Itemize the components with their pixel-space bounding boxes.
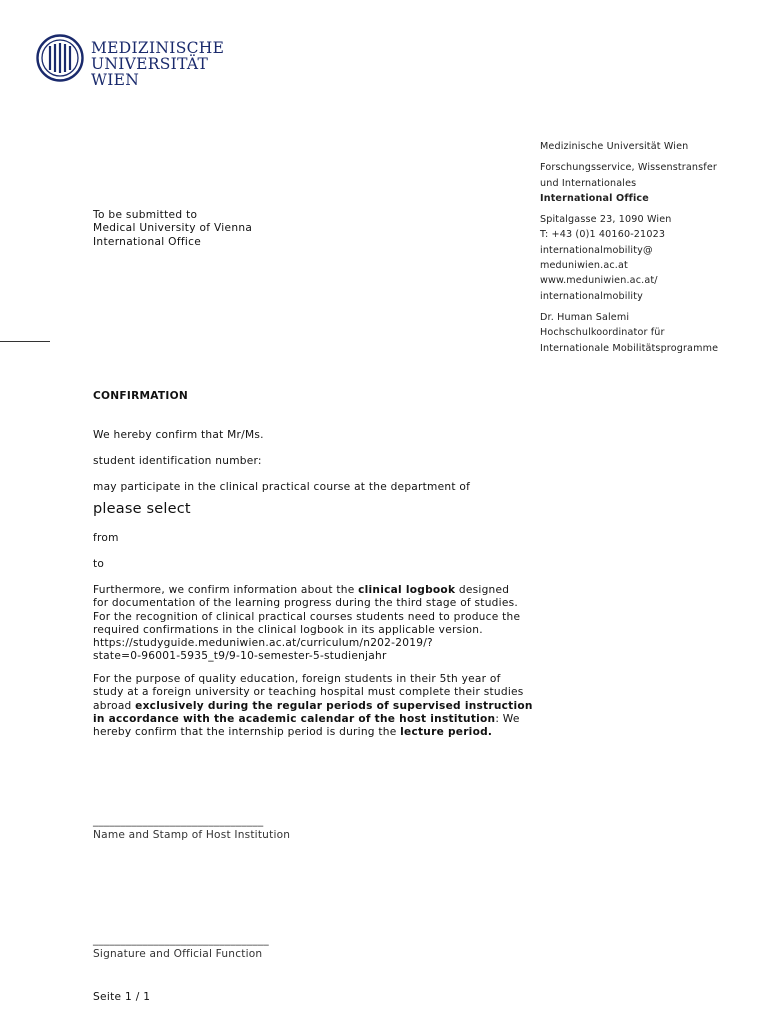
- document-heading: CONFIRMATION: [93, 390, 188, 402]
- fold-mark: [0, 341, 50, 342]
- sidebar-office: International Office: [540, 192, 649, 204]
- quality-emphasis-3: lecture period.: [400, 726, 493, 739]
- recipient-line-3: International Office: [93, 235, 202, 248]
- quality-text-we: : We: [495, 712, 520, 725]
- quality-line-4: [93, 713, 543, 726]
- logbook-line-4: required confirmations in the clinical logbook in its applicable version.: [93, 623, 483, 636]
- sidebar-address: Spitalgasse 23, 1090 Wien: [540, 214, 672, 226]
- participate-text: may participate in the clinical practical course at the department of: [93, 481, 471, 493]
- official-signature-line[interactable]: ________________________________: [93, 934, 269, 946]
- quality-emphasis-2: in accordance with the academic calendar of the host institution: [93, 712, 496, 725]
- recipient-address: [93, 209, 252, 249]
- student-id-field[interactable]: student identification number:: [93, 455, 262, 467]
- sidebar-contact-title-1: Hochschulkoordinator für: [540, 327, 665, 339]
- sidebar-phone: T: +43 (0)1 40160-21023: [540, 229, 666, 241]
- logbook-text-c: designed: [455, 584, 510, 596]
- confirm-student-field[interactable]: We hereby confirm that Mr/Ms.: [93, 429, 264, 441]
- quality-line-3: [93, 700, 543, 713]
- quality-text-abroad: abroad: [93, 699, 136, 712]
- sidebar-email-line-2: meduniwien.ac.at: [540, 260, 628, 272]
- to-date-field[interactable]: to: [93, 558, 105, 570]
- quality-paragraph: [93, 673, 543, 739]
- sidebar-contact-title-2: Internationale Mobilitätsprogramme: [540, 342, 719, 354]
- quality-line-5: [93, 726, 543, 739]
- recipient-line-2: Medical University of Vienna: [93, 222, 253, 235]
- logbook-line-1: [93, 584, 543, 597]
- department-select[interactable]: please select: [93, 501, 191, 517]
- quality-text-confirm: hereby confirm that the internship period is during the: [93, 726, 401, 739]
- sidebar-institution: Medizinische Universität Wien: [540, 141, 689, 152]
- stamp-signature-label: Name and Stamp of Host Institution: [93, 829, 291, 841]
- contact-sidebar: [540, 139, 765, 362]
- logbook-emphasis: clinical logbook: [358, 584, 456, 596]
- studyguide-link-line-2[interactable]: state=0-96001-5935_t9/9-10-semester-5-studienjahr: [93, 650, 387, 663]
- quality-line-2: study at a foreign university or teaching hospital must complete their studies: [93, 686, 524, 699]
- sidebar-web-line-1: www.meduniwien.ac.at/: [540, 275, 658, 287]
- logo-line-2: UNIVERSITÄT WIEN: [91, 55, 209, 89]
- logbook-line-2: for documentation of the learning progress during the third stage of studies.: [93, 597, 518, 610]
- from-date-field[interactable]: from: [93, 532, 119, 544]
- logbook-text-a: Furthermore, we confirm information about the: [93, 584, 359, 596]
- studyguide-link-line-1[interactable]: https://studyguide.meduniwien.ac.at/curriculum/n202-2019/?: [93, 637, 433, 650]
- sidebar-contact-name: Dr. Human Salemi: [540, 311, 630, 323]
- logbook-line-3: For the recognition of clinical practical courses students need to produce the: [93, 610, 521, 623]
- stamp-signature-line[interactable]: _______________________________: [93, 815, 264, 827]
- sidebar-email-line-1: internationalmobility@: [540, 244, 653, 256]
- university-seal-icon: [36, 34, 84, 82]
- sidebar-web-line-2: internationalmobility: [540, 290, 643, 302]
- university-logo: [36, 34, 256, 89]
- logbook-paragraph: [93, 584, 543, 664]
- recipient-line-1: To be submitted to: [93, 209, 198, 221]
- quality-emphasis-1: exclusively during the regular periods of supervised instruction: [135, 699, 533, 712]
- page-number: Seite 1 / 1: [93, 991, 151, 1003]
- sidebar-dept-line-1: Forschungsservice, Wissenstransfer: [540, 162, 717, 174]
- logo-line-1: MEDIZINISCHE: [91, 39, 225, 57]
- university-logo-text: [91, 40, 256, 88]
- official-signature-label: Signature and Official Function: [93, 948, 263, 960]
- sidebar-dept-line-2: und Internationales: [540, 177, 637, 189]
- quality-line-1: For the purpose of quality education, foreign students in their 5th year of: [93, 673, 501, 685]
